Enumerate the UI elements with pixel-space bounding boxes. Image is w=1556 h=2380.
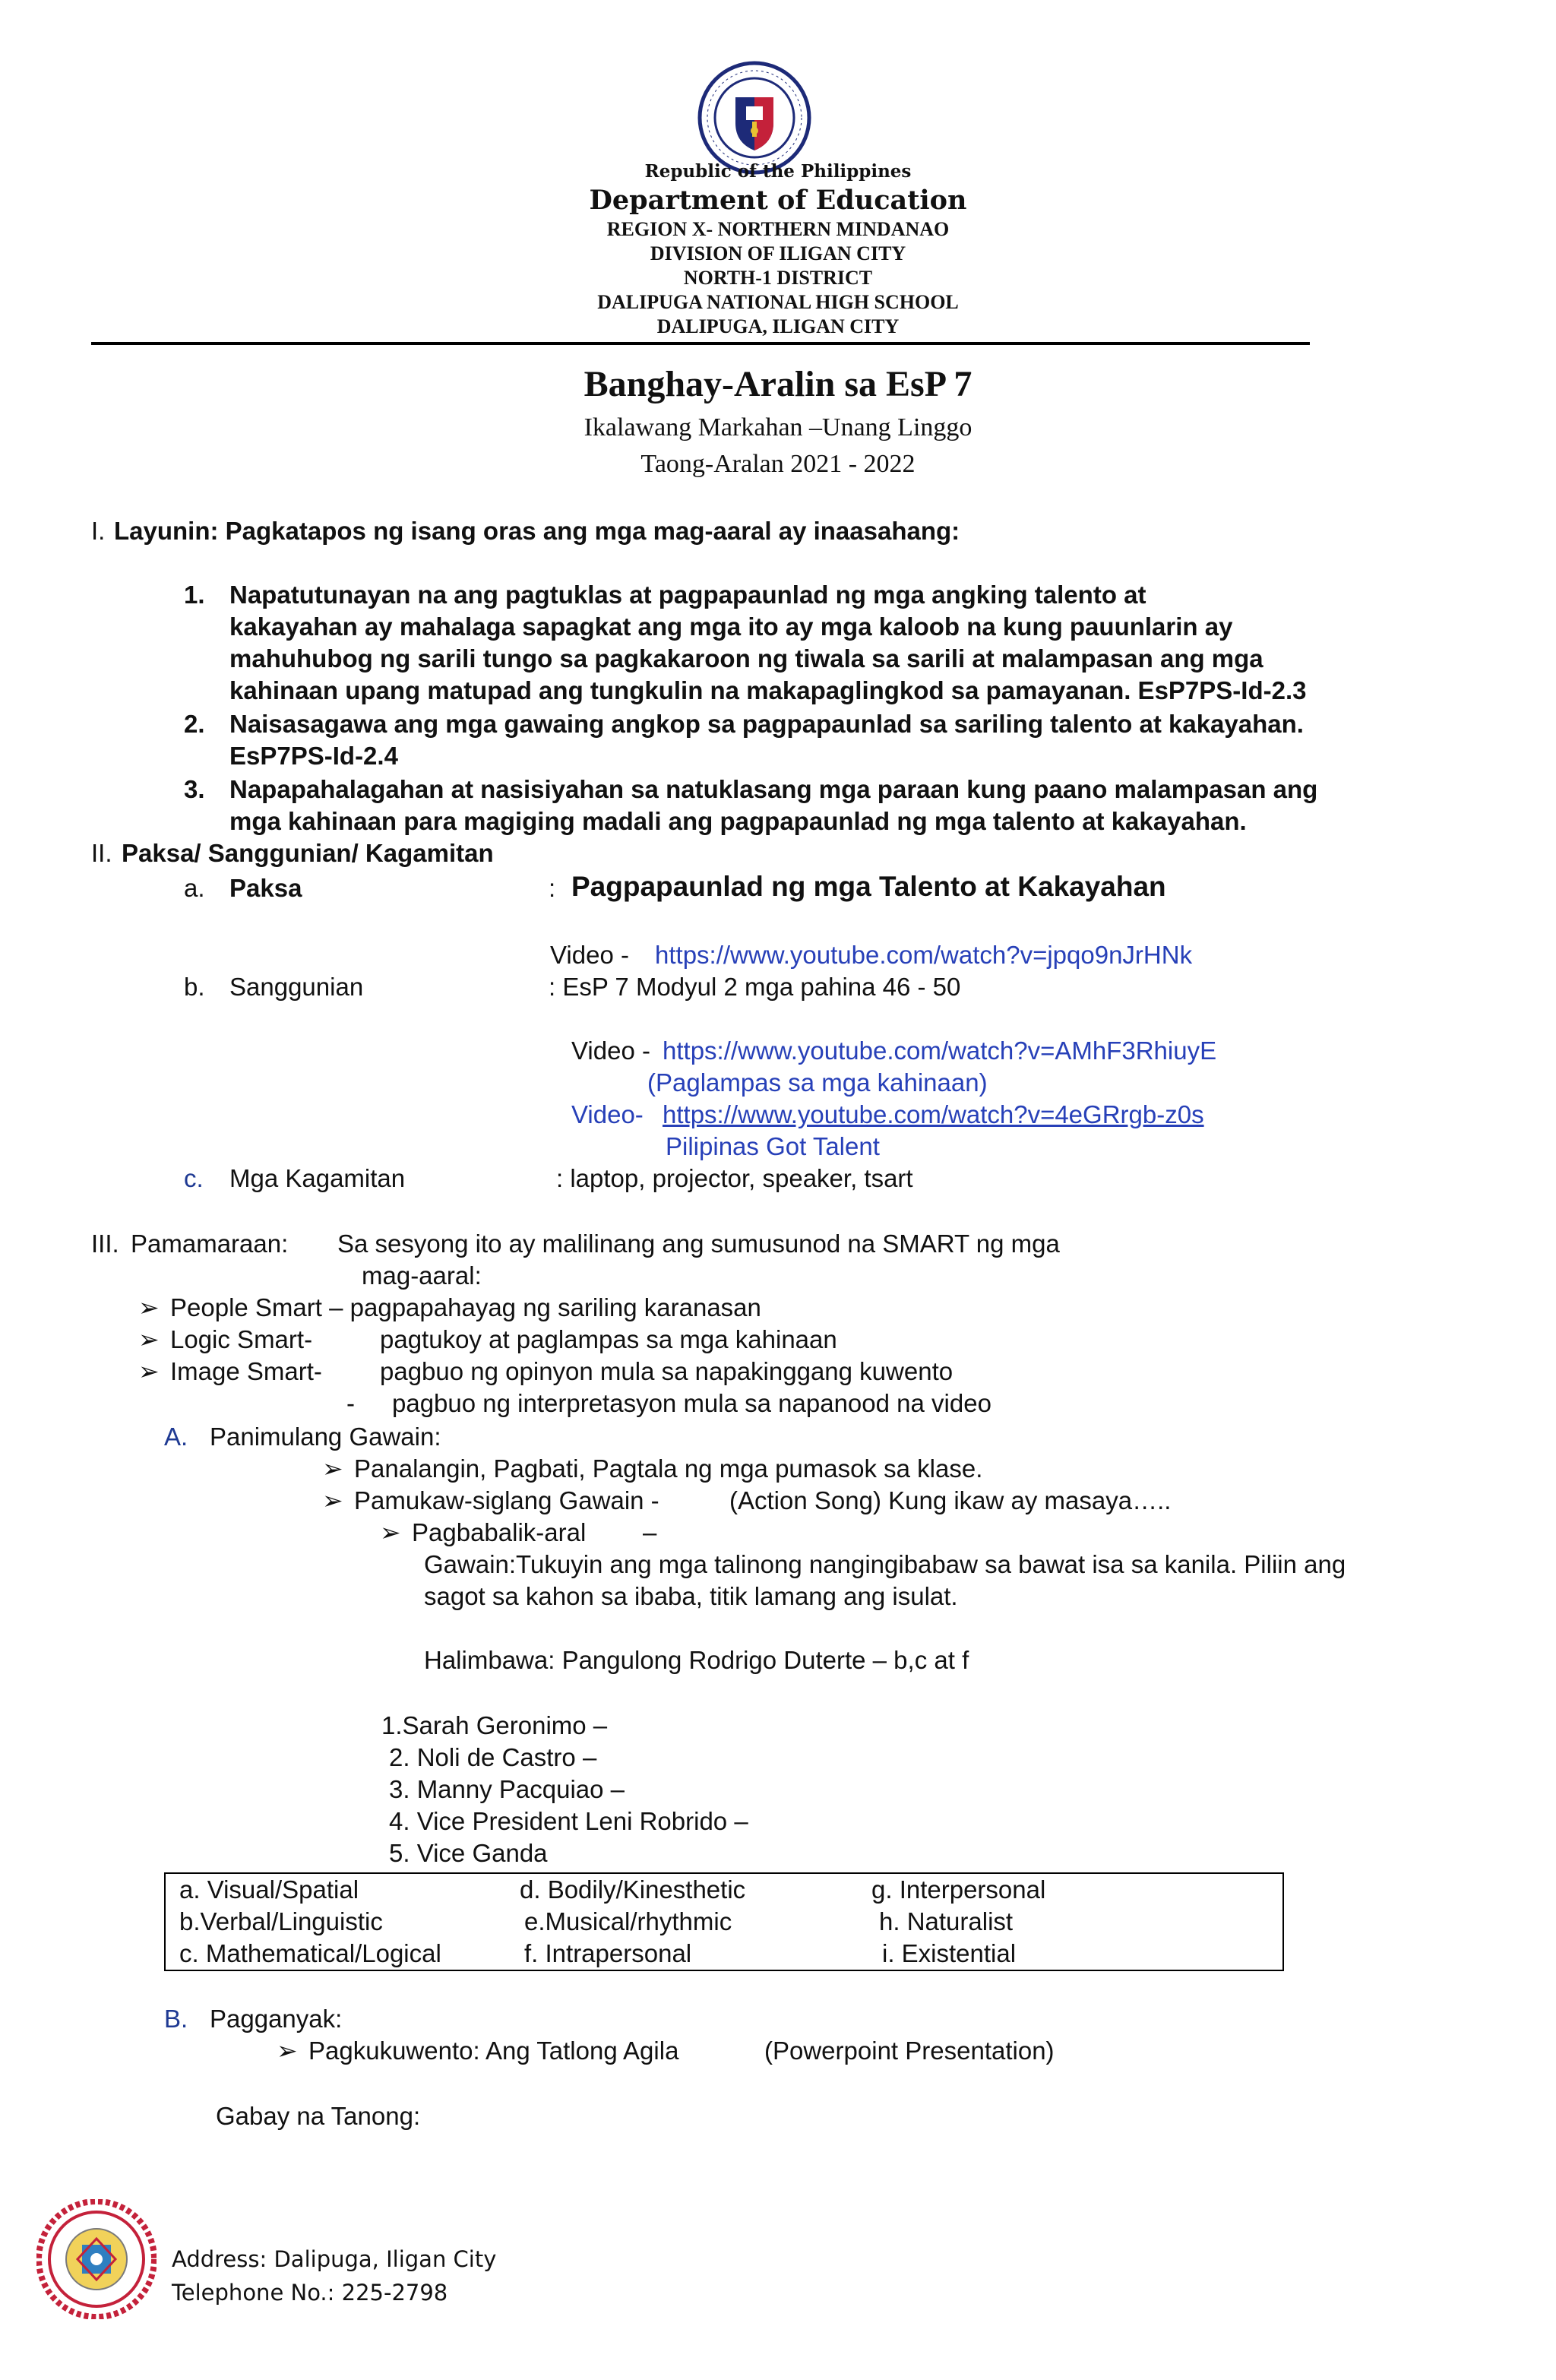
section-b-item-1-note: (Powerpoint Presentation)	[764, 2037, 1055, 2065]
smart-desc-logic: pagtukoy at paglampas sa mga kahinaan	[380, 1325, 837, 1353]
table-row	[165, 1873, 1283, 1906]
topic-a-value: Pagpapaunlad ng mga Talento at Kakayahan	[571, 871, 1166, 902]
objective-1-line-1: Napatutunayan na ang pagtuklas at pagpapaunlad ng mga angking talento at	[229, 581, 1146, 609]
objective-1-number: 1.	[184, 581, 205, 609]
topic-heading: Paksa/ Sanggunian/ Kagamitan	[122, 839, 494, 867]
procedure-intro-1: Sa sesyong ito ay malilinang ang sumusunod na SMART ng mga	[337, 1230, 1060, 1258]
topic-b-value: : EsP 7 Modyul 2 mga pahina 46 - 50	[549, 973, 961, 1001]
objective-2-line-2: EsP7PS-Id-2.4	[229, 742, 398, 770]
header-department: Department of Education	[589, 185, 967, 216]
smart-desc: pagpapahayag ng sariling karanasan	[349, 1293, 761, 1321]
item-text: Panalangin, Pagbati, Pagtala ng mga pumasok sa klase.	[354, 1454, 983, 1483]
arrow-bullet-icon: ➢	[138, 1325, 160, 1353]
arrow-bullet-icon: ➢	[138, 1357, 160, 1385]
topic-a-title: Paksa	[229, 874, 302, 902]
objective-2-line-1: Naisasagawa ang mga gawaing angkop sa pagpapaunlad sa sariling talento at kakayahan.	[229, 710, 1304, 738]
video3-label: Video-	[571, 1100, 644, 1128]
video3-link[interactable]: https://www.youtube.com/watch?v=4eGRrgb-z0s	[663, 1100, 1204, 1128]
section-b-title: Pagganyak:	[210, 2005, 343, 2033]
section-a-title: Panimulang Gawain:	[210, 1423, 441, 1451]
header-region: REGION X- NORTHERN MINDANAO	[606, 218, 950, 240]
header-school: DALIPUGA NATIONAL HIGH SCHOOL	[597, 291, 959, 313]
objectives-heading: Layunin: Pagkatapos ng isang oras ang mga mag-aaral ay inaasahang:	[114, 517, 960, 545]
video1-link[interactable]: https://www.youtube.com/watch?v=jpqo9nJrHNk	[655, 941, 1193, 969]
topic-c-label: c.	[184, 1164, 204, 1192]
section-b-item-1	[277, 2035, 678, 2067]
header-divider	[91, 342, 1310, 345]
topic-roman: II.	[91, 839, 112, 867]
video2-label: Video -	[571, 1037, 650, 1065]
objective-3-line-2: mga kahinaan para magiging madali ang pagpapaunlad ng mga talento at kakayahan.	[229, 807, 1247, 835]
table-cell: a. Visual/Spatial	[179, 1875, 359, 1904]
review-dash: –	[643, 1518, 657, 1546]
item-text: Pamukaw-siglang Gawain -	[354, 1486, 659, 1514]
item-text: Pagkukuwento: Ang Tatlong Agila	[308, 2037, 679, 2065]
objective-1-line-3: mahuhubog ng sarili tungo sa pagkakaroon ng tiwala sa sarili at malampasan ang mga	[229, 644, 1263, 673]
topic-c-value: : laptop, projector, speaker, tsart	[556, 1164, 913, 1192]
quarter-label: Ikalawang Markahan –Unang Linggo	[584, 413, 972, 442]
smart-item-logic	[138, 1324, 312, 1356]
school-year-label: Taong-Aralan 2021 - 2022	[640, 450, 916, 478]
table-cell: f. Intrapersonal	[524, 1939, 692, 1967]
smart-name: Image Smart-	[170, 1357, 322, 1385]
footer-telephone: Telephone No.: 225-2798	[172, 2280, 448, 2306]
section-a-item-2	[322, 1485, 659, 1517]
objective-1-line-4: kahinaan upang matupad ang tungkulin na makapaglingkod sa pamayanan. EsP7PS-Id-2.3	[229, 676, 1307, 704]
table-row	[165, 1938, 1283, 1970]
topic-b-label: b.	[184, 973, 205, 1001]
video2-caption: (Paglampas sa mga kahinaan)	[647, 1068, 988, 1097]
video1-label: Video -	[550, 941, 629, 969]
arrow-bullet-icon: ➢	[138, 1293, 160, 1321]
review-item	[380, 1517, 586, 1549]
deped-seal-icon	[697, 61, 811, 175]
talents-table	[164, 1872, 1284, 1971]
video2-link[interactable]: https://www.youtube.com/watch?v=AMhF3RhiuyE	[663, 1037, 1217, 1065]
person-item-1: 1.Sarah Geronimo –	[381, 1711, 608, 1739]
procedure-intro-2: mag-aaral:	[362, 1261, 482, 1290]
review-title: Pagbabalik-aral	[412, 1518, 587, 1546]
section-a-item-2-song: (Action Song) Kung ikaw ay masaya…..	[729, 1486, 1172, 1514]
section-a-label: A.	[164, 1423, 188, 1451]
table-cell: i. Existential	[882, 1939, 1017, 1967]
header-division: DIVISION OF ILIGAN CITY	[650, 242, 906, 264]
topic-b-title: Sanggunian	[229, 973, 364, 1001]
table-cell: d. Bodily/Kinesthetic	[520, 1875, 746, 1904]
person-item-2: 2. Noli de Castro –	[389, 1743, 597, 1771]
footer-address: Address: Dalipuga, Iligan City	[172, 2246, 497, 2272]
arrow-bullet-icon: ➢	[322, 1454, 343, 1483]
person-item-4: 4. Vice President Leni Robrido –	[389, 1807, 748, 1835]
table-cell: e.Musical/rhythmic	[524, 1907, 732, 1935]
topic-c-title: Mga Kagamitan	[229, 1164, 406, 1192]
section-a-item-1	[322, 1453, 982, 1485]
arrow-bullet-icon: ➢	[322, 1486, 343, 1514]
objective-3-line-1: Napapahalagahan at nasisiyahan sa natuklasang mga paraan kung paano malampasan ang	[229, 775, 1318, 803]
activity-line-2: sagot sa kahon sa ibaba, titik lamang ang isulat.	[424, 1582, 958, 1610]
smart-extra-desc: pagbuo ng interpretasyon mula sa napanood na video	[392, 1389, 991, 1417]
procedure-heading: Pamamaraan:	[131, 1230, 289, 1258]
topic-a-colon: :	[549, 874, 556, 902]
table-cell: g. Interpersonal	[871, 1875, 1046, 1904]
table-cell: c. Mathematical/Logical	[179, 1939, 441, 1967]
objective-2-number: 2.	[184, 710, 205, 738]
video3-caption: Pilipinas Got Talent	[666, 1132, 880, 1160]
header-district: NORTH-1 DISTRICT	[683, 267, 873, 289]
table-cell: b.Verbal/Linguistic	[179, 1907, 383, 1935]
topic-a-label: a.	[184, 874, 205, 902]
arrow-bullet-icon: ➢	[277, 2037, 298, 2065]
arrow-bullet-icon: ➢	[380, 1518, 401, 1546]
example-line: Halimbawa: Pangulong Rodrigo Duterte – b,c at f	[424, 1646, 969, 1674]
smart-extra-dash: -	[346, 1389, 355, 1417]
table-row	[165, 1906, 1283, 1938]
person-item-3: 3. Manny Pacquiao –	[389, 1775, 625, 1803]
person-item-5: 5. Vice Ganda	[389, 1839, 548, 1867]
smart-item-image	[138, 1356, 322, 1388]
header-city: DALIPUGA, ILIGAN CITY	[656, 315, 900, 337]
objective-1-line-2: kakayahan ay mahalaga sapagkat ang mga ito ay mga kaloob na kung pauunlarin ay	[229, 612, 1233, 641]
school-seal-icon	[36, 2199, 157, 2319]
procedure-roman: III.	[91, 1230, 119, 1258]
smart-item-people	[138, 1292, 761, 1324]
page-title: Banghay-Aralin sa EsP 7	[584, 364, 972, 404]
smart-name: People Smart –	[170, 1293, 343, 1321]
activity-line-1: Gawain:Tukuyin ang mga talinong nangingibabaw sa bawat isa sa kanila. Piliin ang	[424, 1550, 1346, 1578]
table-cell: h. Naturalist	[879, 1907, 1014, 1935]
guide-questions-label: Gabay na Tanong:	[216, 2102, 421, 2130]
objective-3-number: 3.	[184, 775, 205, 803]
header-republic: Republic of the Philippines	[644, 161, 912, 182]
smart-desc-image: pagbuo ng opinyon mula sa napakinggang kuwento	[380, 1357, 954, 1385]
section-b-label: B.	[164, 2005, 188, 2033]
smart-name: Logic Smart-	[170, 1325, 313, 1353]
objectives-roman: I.	[91, 517, 106, 545]
